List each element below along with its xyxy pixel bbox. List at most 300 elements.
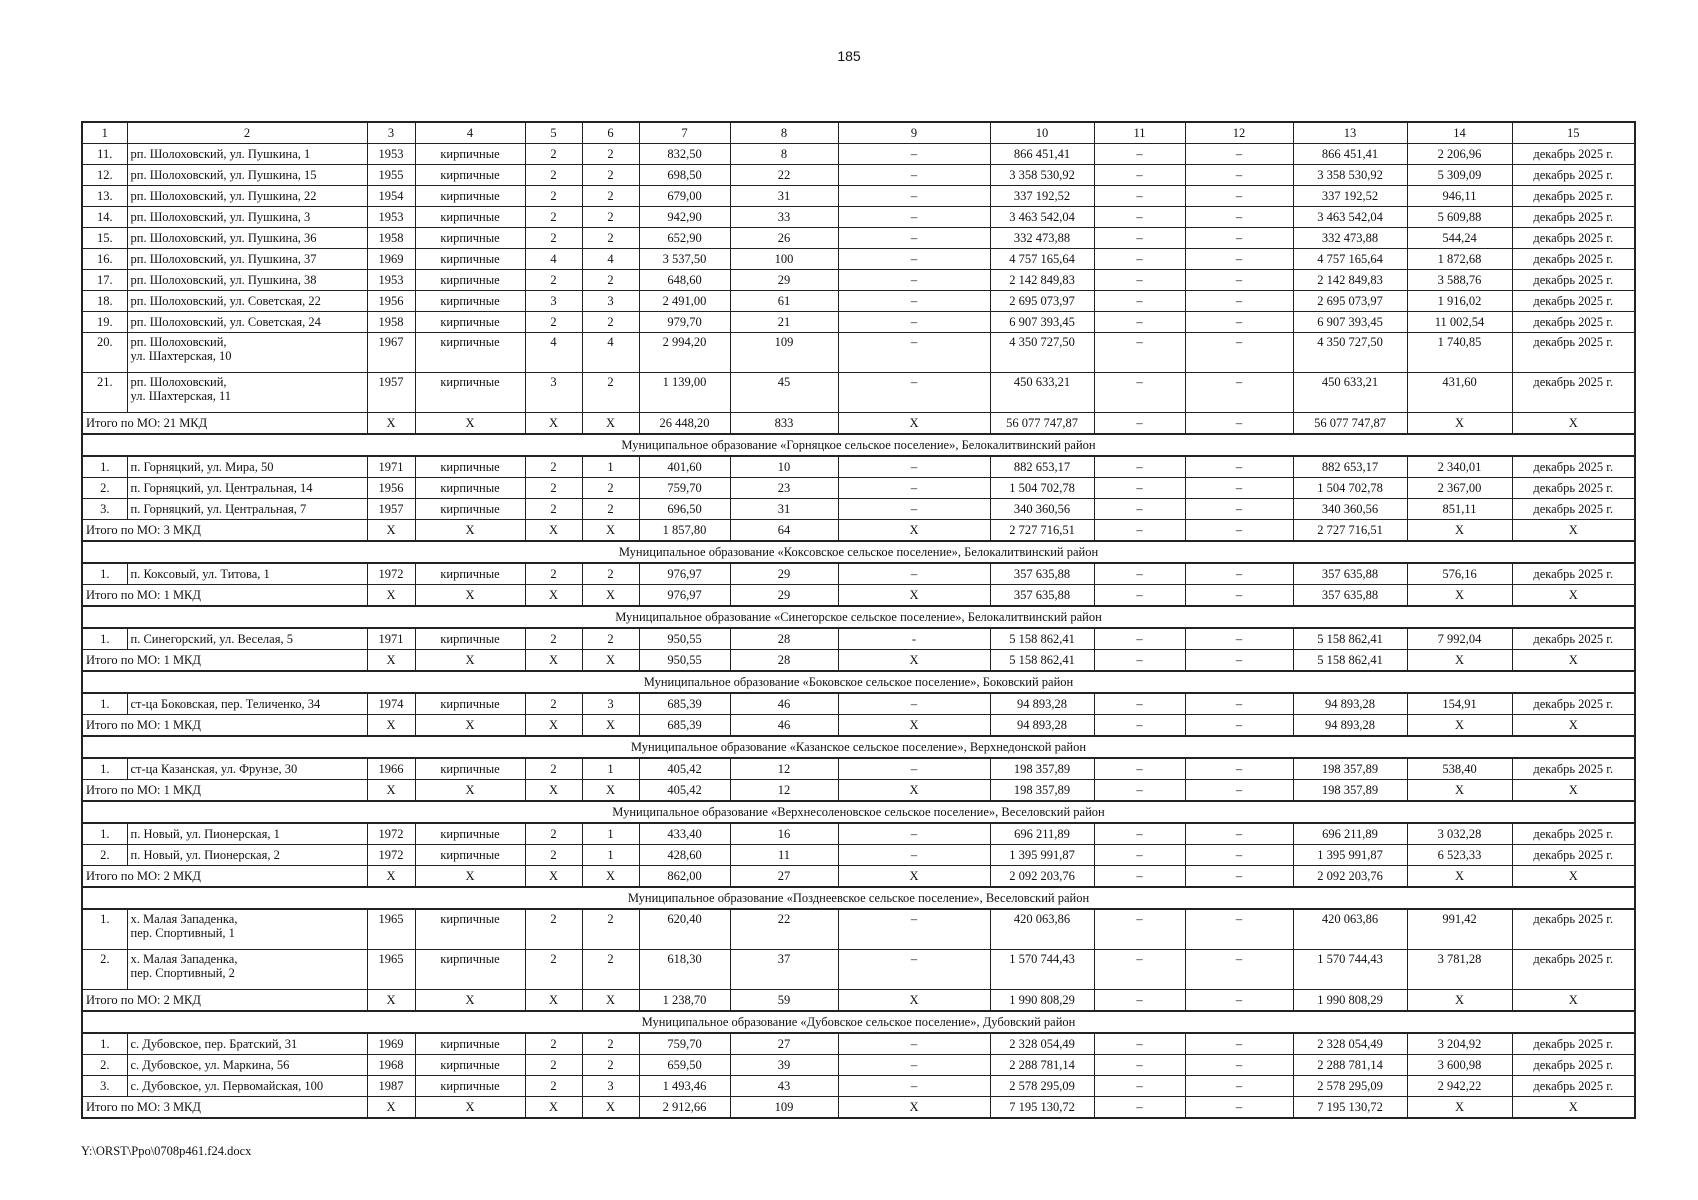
table-cell: 1. (82, 909, 127, 950)
table-cell: 3 032,28 (1407, 823, 1512, 845)
table-cell: 3 204,92 (1407, 1033, 1512, 1055)
table-cell: – (1094, 270, 1185, 291)
table-cell: декабрь 2025 г. (1512, 1076, 1635, 1097)
table-row (82, 1076, 1635, 1097)
table-cell: декабрь 2025 г. (1512, 758, 1635, 780)
table-cell: 2 (525, 628, 582, 650)
total-row (82, 650, 1635, 672)
table-cell: 27 (730, 1033, 838, 1055)
total-row (82, 1097, 1635, 1119)
table-cell: X (1512, 650, 1635, 672)
table-cell: 2. (82, 845, 127, 866)
table-cell: 27 (730, 866, 838, 888)
table-cell: 2 (525, 478, 582, 499)
address-cell: х. Малая Западенка, пер. Спортивный, 1 (127, 909, 367, 950)
table-cell: X (582, 585, 639, 607)
table-row (82, 456, 1635, 478)
municipality-name: Муниципальное образование «Казанское сельское поселение», Верхнедонской район (82, 736, 1635, 758)
table-cell: 2 (525, 950, 582, 990)
table-cell: 2 (525, 499, 582, 520)
table-cell: кирпичные (415, 563, 525, 585)
table-cell: 4 350 727,50 (1293, 333, 1407, 373)
table-cell: X (1407, 413, 1512, 435)
table-cell: 2 (582, 270, 639, 291)
table-cell: X (582, 650, 639, 672)
table-cell: 851,11 (1407, 499, 1512, 520)
table-cell: 18. (82, 291, 127, 312)
table-cell: декабрь 2025 г. (1512, 845, 1635, 866)
table-cell: – (1094, 845, 1185, 866)
table-cell: 5 158 862,41 (990, 650, 1094, 672)
table-cell: 94 893,28 (990, 715, 1094, 737)
table-cell: 2 (582, 563, 639, 585)
table-cell: 33 (730, 207, 838, 228)
column-header: 2 (127, 122, 367, 144)
table-cell: X (525, 866, 582, 888)
table-cell: – (1094, 333, 1185, 373)
table-cell: X (838, 990, 990, 1012)
table-cell: – (838, 823, 990, 845)
table-cell: 1. (82, 693, 127, 715)
table-cell: 8 (730, 144, 838, 165)
table-cell: 405,42 (639, 780, 730, 802)
table-cell: – (1185, 520, 1293, 542)
table-cell: 94 893,28 (990, 693, 1094, 715)
table-cell: 1965 (367, 909, 415, 950)
table-cell: 22 (730, 165, 838, 186)
table-cell: X (367, 520, 415, 542)
table-cell: кирпичные (415, 628, 525, 650)
table-cell: 6 907 393,45 (1293, 312, 1407, 333)
table-cell: X (1407, 780, 1512, 802)
table-cell: – (1185, 1055, 1293, 1076)
table-cell: 685,39 (639, 693, 730, 715)
table-cell: X (1407, 990, 1512, 1012)
table-cell: 538,40 (1407, 758, 1512, 780)
table-cell: 1987 (367, 1076, 415, 1097)
table-cell: 3 (525, 373, 582, 413)
table-cell: 1953 (367, 270, 415, 291)
table-cell: 4 (582, 249, 639, 270)
table-cell: декабрь 2025 г. (1512, 499, 1635, 520)
table-cell: X (525, 715, 582, 737)
table-cell: 340 360,56 (990, 499, 1094, 520)
table-cell: – (1185, 1076, 1293, 1097)
table-cell: 3 463 542,04 (1293, 207, 1407, 228)
table-cell: X (1512, 520, 1635, 542)
table-cell: 1969 (367, 1033, 415, 1055)
table-cell: кирпичные (415, 333, 525, 373)
table-cell: декабрь 2025 г. (1512, 693, 1635, 715)
table-cell: 696 211,89 (1293, 823, 1407, 845)
table-cell: X (525, 1097, 582, 1119)
table-cell: X (415, 650, 525, 672)
table-cell: – (1094, 950, 1185, 990)
table-cell: кирпичные (415, 456, 525, 478)
total-label: Итого по МО: 21 МКД (82, 413, 367, 435)
table-cell: 2 288 781,14 (1293, 1055, 1407, 1076)
table-cell: 357 635,88 (990, 585, 1094, 607)
table-cell: – (838, 291, 990, 312)
table-cell: 2 (525, 270, 582, 291)
table-cell: 3. (82, 1076, 127, 1097)
table-cell: 3 (525, 291, 582, 312)
table-cell: 2 (582, 373, 639, 413)
table-cell: 1 504 702,78 (990, 478, 1094, 499)
column-header: 7 (639, 122, 730, 144)
table-cell: X (367, 990, 415, 1012)
column-header: 3 (367, 122, 415, 144)
table-cell: 43 (730, 1076, 838, 1097)
table-cell: – (1094, 312, 1185, 333)
table-cell: X (525, 990, 582, 1012)
table-cell: 1 570 744,43 (990, 950, 1094, 990)
municipality-name: Муниципальное образование «Коксовское сельское поселение», Белокалитвинский район (82, 541, 1635, 563)
table-cell: 698,50 (639, 165, 730, 186)
table-cell: 1 139,00 (639, 373, 730, 413)
address-cell: с. Дубовское, ул. Маркина, 56 (127, 1055, 367, 1076)
table-row (82, 1055, 1635, 1076)
table-cell: 420 063,86 (1293, 909, 1407, 950)
address-cell: п. Коксовый, ул. Титова, 1 (127, 563, 367, 585)
table-cell: 679,00 (639, 186, 730, 207)
table-cell: 1. (82, 758, 127, 780)
table-cell: 3. (82, 499, 127, 520)
table-cell: – (838, 478, 990, 499)
table-cell: 3 781,28 (1407, 950, 1512, 990)
table-cell: 882 653,17 (1293, 456, 1407, 478)
table-cell: X (1512, 585, 1635, 607)
table-cell: 1 (582, 845, 639, 866)
table-cell: – (1185, 715, 1293, 737)
column-header: 4 (415, 122, 525, 144)
table-cell: декабрь 2025 г. (1512, 312, 1635, 333)
table-cell: X (367, 1097, 415, 1119)
table-cell: 2 092 203,76 (1293, 866, 1407, 888)
table-cell: X (838, 520, 990, 542)
table-row (82, 333, 1635, 373)
table-cell: 59 (730, 990, 838, 1012)
table-cell: – (1094, 990, 1185, 1012)
table-cell: 1957 (367, 373, 415, 413)
table-cell: 401,60 (639, 456, 730, 478)
table-cell: кирпичные (415, 845, 525, 866)
address-cell: рп. Шолоховский, ул. Пушкина, 22 (127, 186, 367, 207)
table-cell: 2 092 203,76 (990, 866, 1094, 888)
table-cell: 2 695 073,97 (990, 291, 1094, 312)
table-cell: 544,24 (1407, 228, 1512, 249)
table-cell: 28 (730, 628, 838, 650)
table-cell: кирпичные (415, 312, 525, 333)
table-cell: X (415, 585, 525, 607)
table-cell: – (1094, 715, 1185, 737)
table-cell: 357 635,88 (1293, 563, 1407, 585)
section-header-row (82, 606, 1635, 628)
table-cell: 2 206,96 (1407, 144, 1512, 165)
table-cell: 1 (582, 456, 639, 478)
address-cell: рп. Шолоховский, ул. Пушкина, 1 (127, 144, 367, 165)
table-cell: – (1185, 456, 1293, 478)
table-cell: 2 (525, 909, 582, 950)
table-cell: 28 (730, 650, 838, 672)
table-cell: – (1094, 585, 1185, 607)
total-row (82, 990, 1635, 1012)
table-cell: 2 (525, 186, 582, 207)
table-cell: X (582, 715, 639, 737)
table-cell: 1972 (367, 823, 415, 845)
table-row (82, 909, 1635, 950)
table-cell: X (1407, 715, 1512, 737)
table-cell: – (1094, 758, 1185, 780)
table-cell: – (1094, 456, 1185, 478)
table-cell: – (1185, 144, 1293, 165)
table-cell: 46 (730, 715, 838, 737)
table-cell: 6 523,33 (1407, 845, 1512, 866)
table-cell: – (1094, 823, 1185, 845)
table-cell: 2 (525, 693, 582, 715)
total-label: Итого по МО: 3 МКД (82, 520, 367, 542)
table-cell: 1 (582, 823, 639, 845)
table-cell: 46 (730, 693, 838, 715)
table-cell: кирпичные (415, 1076, 525, 1097)
table-cell: 16. (82, 249, 127, 270)
table-cell: – (1094, 144, 1185, 165)
table-cell: 450 633,21 (990, 373, 1094, 413)
table-cell: 576,16 (1407, 563, 1512, 585)
table-cell: 4 (525, 249, 582, 270)
table-cell: 61 (730, 291, 838, 312)
table-cell: 100 (730, 249, 838, 270)
section-header-row (82, 801, 1635, 823)
table-cell: 56 077 747,87 (1293, 413, 1407, 435)
table-row (82, 228, 1635, 249)
table-cell: – (1185, 207, 1293, 228)
table-cell: 198 357,89 (1293, 758, 1407, 780)
table-cell: – (1094, 413, 1185, 435)
footer-file-path: Y:\ORST\Ppo\0708p461.f24.docx (81, 1144, 252, 1158)
table-cell: 3 537,50 (639, 249, 730, 270)
table-cell: 109 (730, 333, 838, 373)
table-cell: – (838, 165, 990, 186)
table-cell: 1 (582, 758, 639, 780)
table-cell: 652,90 (639, 228, 730, 249)
table-cell: – (838, 270, 990, 291)
table-cell: 866 451,41 (1293, 144, 1407, 165)
table-cell: декабрь 2025 г. (1512, 333, 1635, 373)
table-cell: 420 063,86 (990, 909, 1094, 950)
table-cell: 21 (730, 312, 838, 333)
table-cell: X (415, 715, 525, 737)
table-cell: 3 358 530,92 (1293, 165, 1407, 186)
table-cell: X (367, 780, 415, 802)
table-cell: - (838, 628, 990, 650)
table-cell: кирпичные (415, 1055, 525, 1076)
municipality-name: Муниципальное образование «Горняцкое сельское поселение», Белокалитвинский район (82, 434, 1635, 456)
table-cell: 2 (525, 563, 582, 585)
table-cell: 332 473,88 (990, 228, 1094, 249)
address-cell: х. Малая Западенка, пер. Спортивный, 2 (127, 950, 367, 990)
table-cell: 3 358 530,92 (990, 165, 1094, 186)
table-cell: 357 635,88 (1293, 585, 1407, 607)
table-cell: 7 195 130,72 (990, 1097, 1094, 1119)
table-cell: – (838, 186, 990, 207)
table-cell: X (1512, 780, 1635, 802)
table-cell: 3 (582, 693, 639, 715)
table-cell: X (367, 585, 415, 607)
table-cell: кирпичные (415, 144, 525, 165)
table-row (82, 165, 1635, 186)
table-cell: кирпичные (415, 1033, 525, 1055)
column-header: 8 (730, 122, 838, 144)
table-cell: кирпичные (415, 270, 525, 291)
table-cell: кирпичные (415, 186, 525, 207)
table-cell: – (1185, 291, 1293, 312)
table-cell: 1953 (367, 144, 415, 165)
table-cell: 12 (730, 758, 838, 780)
table-cell: – (1094, 1076, 1185, 1097)
table-cell: 1. (82, 1033, 127, 1055)
table-cell: X (415, 990, 525, 1012)
table-cell: 976,97 (639, 563, 730, 585)
total-label: Итого по МО: 1 МКД (82, 780, 367, 802)
table-cell: – (1094, 249, 1185, 270)
section-header-row (82, 671, 1635, 693)
table-cell: 1958 (367, 312, 415, 333)
table-cell: декабрь 2025 г. (1512, 628, 1635, 650)
table-cell: 337 192,52 (1293, 186, 1407, 207)
address-cell: п. Новый, ул. Пионерская, 1 (127, 823, 367, 845)
table-cell: – (838, 845, 990, 866)
table-cell: – (838, 333, 990, 373)
total-row (82, 715, 1635, 737)
table-cell: X (838, 650, 990, 672)
table-cell: – (838, 312, 990, 333)
table-cell: X (525, 780, 582, 802)
table-cell: – (1185, 650, 1293, 672)
table-cell: 428,60 (639, 845, 730, 866)
table-cell: – (1094, 373, 1185, 413)
table-cell: X (1407, 520, 1512, 542)
table-cell: декабрь 2025 г. (1512, 165, 1635, 186)
table-cell: 1954 (367, 186, 415, 207)
table-cell: 2 (525, 1076, 582, 1097)
table-cell: декабрь 2025 г. (1512, 478, 1635, 499)
table-cell: 405,42 (639, 758, 730, 780)
column-header: 11 (1094, 122, 1185, 144)
address-cell: п. Синегорский, ул. Веселая, 5 (127, 628, 367, 650)
table-cell: кирпичные (415, 478, 525, 499)
table-cell: 3 600,98 (1407, 1055, 1512, 1076)
table-cell: 1956 (367, 478, 415, 499)
table-cell: 1 238,70 (639, 990, 730, 1012)
table-cell: – (1094, 563, 1185, 585)
table-cell: кирпичные (415, 693, 525, 715)
column-header: 15 (1512, 122, 1635, 144)
table-cell: 3 (582, 1076, 639, 1097)
table-cell: 2 491,00 (639, 291, 730, 312)
table-row (82, 291, 1635, 312)
table-cell: 2 328 054,49 (1293, 1033, 1407, 1055)
table-cell: X (1512, 1097, 1635, 1119)
table-cell: X (525, 650, 582, 672)
table-cell: X (1407, 650, 1512, 672)
table-cell: – (838, 144, 990, 165)
table-cell: – (1185, 909, 1293, 950)
table-cell: 6 907 393,45 (990, 312, 1094, 333)
table-cell: X (415, 1097, 525, 1119)
table-cell: 2 (582, 1055, 639, 1076)
column-header: 9 (838, 122, 990, 144)
table-cell: 2 (582, 909, 639, 950)
table-cell: 1 395 991,87 (990, 845, 1094, 866)
table-cell: X (525, 520, 582, 542)
table-cell: 12. (82, 165, 127, 186)
column-number-header-row (82, 122, 1635, 144)
address-cell: рп. Шолоховский, ул. Пушкина, 36 (127, 228, 367, 249)
table-cell: 862,00 (639, 866, 730, 888)
table-cell: – (838, 693, 990, 715)
table-row (82, 186, 1635, 207)
section-header-row (82, 434, 1635, 456)
table-cell: – (1185, 866, 1293, 888)
table-cell: кирпичные (415, 228, 525, 249)
table-cell: 2 (582, 144, 639, 165)
table-cell: X (1512, 413, 1635, 435)
total-row (82, 585, 1635, 607)
table-cell: 2 (582, 207, 639, 228)
table-cell: 1958 (367, 228, 415, 249)
table-cell: 16 (730, 823, 838, 845)
table-cell: 618,30 (639, 950, 730, 990)
table-cell: X (415, 413, 525, 435)
table-cell: – (1094, 520, 1185, 542)
table-cell: 2 (525, 823, 582, 845)
table-cell: – (1094, 291, 1185, 312)
table-cell: 5 158 862,41 (1293, 650, 1407, 672)
table-cell: 832,50 (639, 144, 730, 165)
table-cell: 337 192,52 (990, 186, 1094, 207)
table-cell: декабрь 2025 г. (1512, 950, 1635, 990)
table-cell: 5 309,09 (1407, 165, 1512, 186)
table-cell: 1969 (367, 249, 415, 270)
table-cell: 2 695 073,97 (1293, 291, 1407, 312)
table-cell: – (1185, 990, 1293, 1012)
table-cell: – (1185, 249, 1293, 270)
table-cell: 12 (730, 780, 838, 802)
table-cell: 1968 (367, 1055, 415, 1076)
table-cell: 3 463 542,04 (990, 207, 1094, 228)
address-cell: ст-ца Казанская, ул. Фрунзе, 30 (127, 758, 367, 780)
table-cell: X (525, 585, 582, 607)
table-cell: 2 (525, 758, 582, 780)
section-header-row (82, 736, 1635, 758)
table-cell: – (1094, 1055, 1185, 1076)
table-cell: 1957 (367, 499, 415, 520)
municipality-name: Муниципальное образование «Верхнесоленовское сельское поселение», Веселовский район (82, 801, 1635, 823)
table-cell: 1972 (367, 563, 415, 585)
table-row (82, 693, 1635, 715)
table-row (82, 312, 1635, 333)
table-cell: декабрь 2025 г. (1512, 1033, 1635, 1055)
table-cell: 866 451,41 (990, 144, 1094, 165)
address-cell: рп. Шолоховский, ул. Шахтерская, 10 (127, 333, 367, 373)
table-cell: 2 (525, 845, 582, 866)
table-row (82, 207, 1635, 228)
table-cell: 10 (730, 456, 838, 478)
table-cell: 13. (82, 186, 127, 207)
section-header-row (82, 887, 1635, 909)
table-cell: 2 (525, 165, 582, 186)
